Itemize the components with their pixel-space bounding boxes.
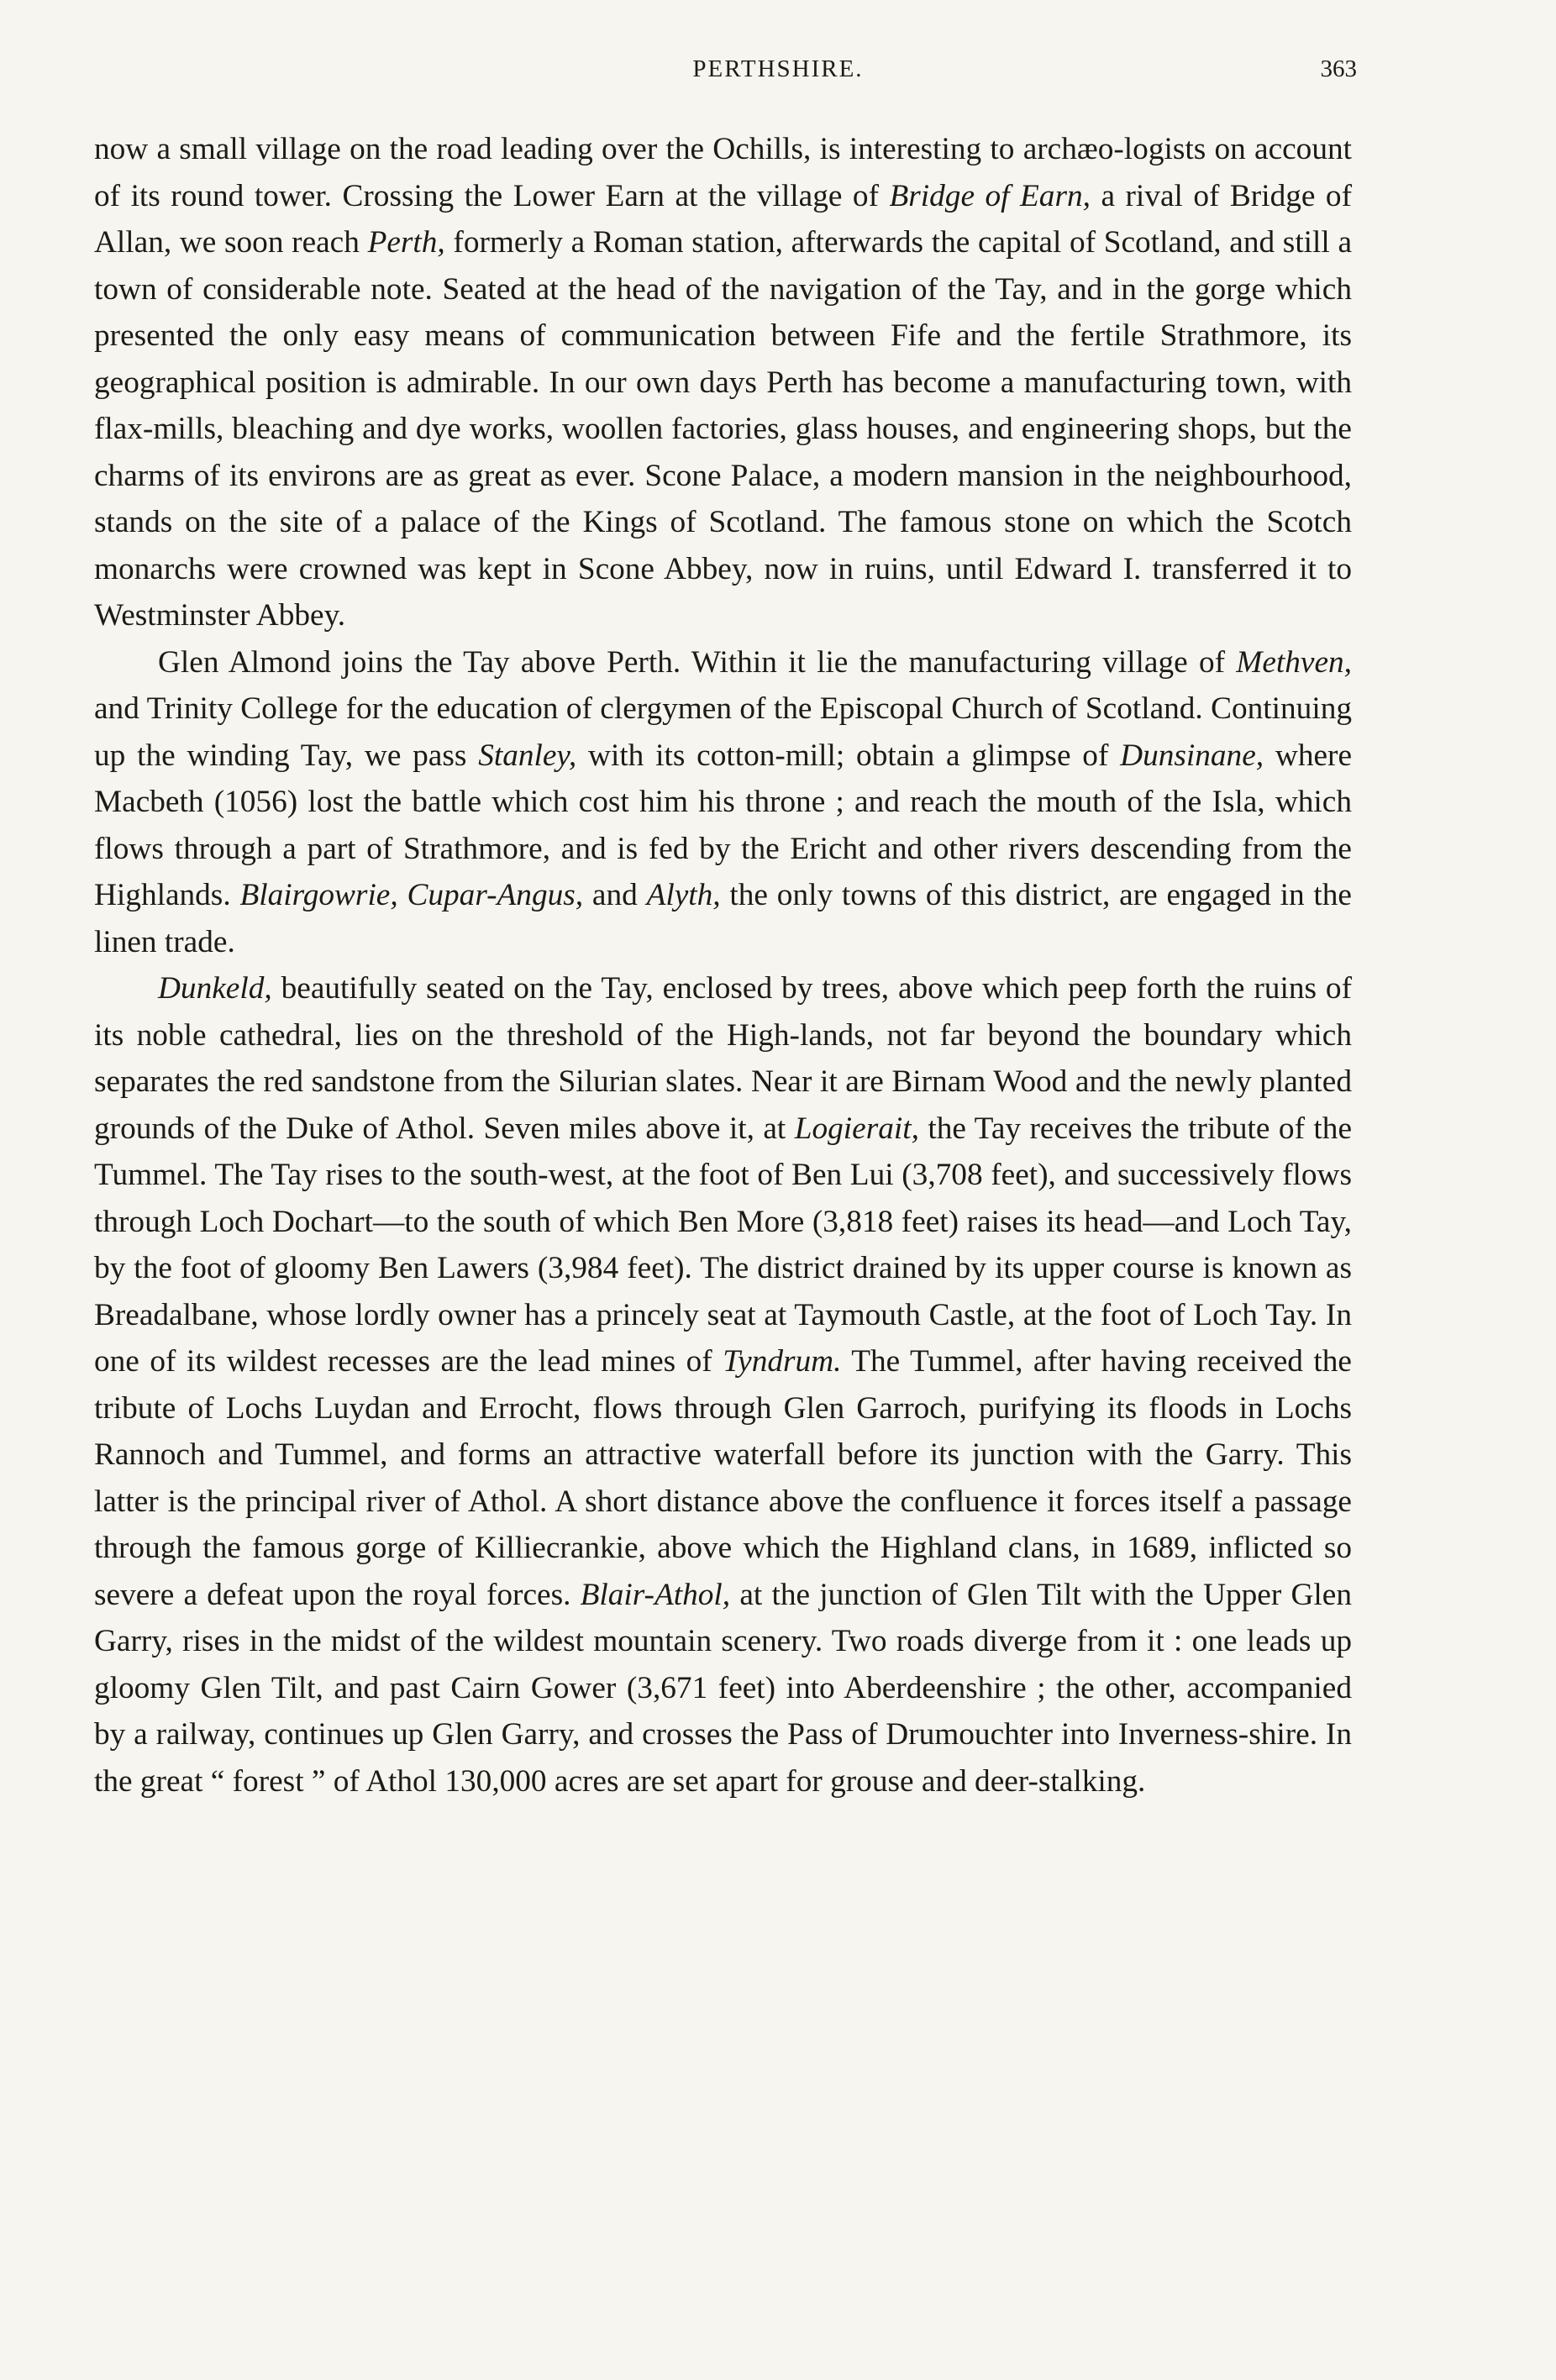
text-run: formerly a Roman station, afterwards the capital of Scotland, and still a town of considerable note. Seated at the head of the navigation of the Tay, and in the gorge which presented the only easy means of communication between Fife and the fertile Strathmore, its geographical position is admirable. In our own days Perth has become a manufacturing town, with flax-mills, bleaching and dye works, woollen factories, glass houses, and engineering shops, but the charms of its environs are as great as ever. Scone Palace, a modern mansion in the neighbourhood, stands on the site of a palace of the Kings of Scotland. The famous stone on which the Scotch monarchs were crowned was kept in Scone Abbey, now in ruins, until Edward I. transferred it to Westminster Abbey. — [94, 225, 1352, 633]
text-run: and — [583, 878, 647, 912]
running-title: PERTHSHIRE. — [692, 55, 864, 82]
italic-place-name: Logierait, — [794, 1111, 919, 1146]
text-run: the only towns of this district, are engaged in the linen trade. — [94, 878, 1352, 959]
text-run: at the junction of Glen Tilt with the Upper Glen Garry, rises in the midst of the wildest mountain scenery. Two roads diverge from it : one leads up gloomy Glen Tilt, and past Cairn Gower (3,671 feet) into Aberdeenshire ; the other, accompanied by a railway, continues up Glen Garry, and crosses the Pass of Drumouchter into Inverness-shire. In the great “ forest ” of Athol 130,000 acres are set apart for grouse and deer-stalking. — [94, 1577, 1352, 1799]
body-text — [94, 126, 1352, 1805]
text-run: the Tay receives the tribute of the Tummel. The Tay rises to the south-west, at the foot of Ben Lui (3,708 feet), and successively flows through Loch Dochart—to the south of which Ben More (3,818 feet) raises its head—and Loch Tay, by the foot of gloomy Ben Lawers (3,984 feet). The district drained by its upper course is known as Breadalbane, whose lordly owner has a princely seat at Taymouth Castle, at the foot of Loch Tay. In one of its wildest recesses are the lead mines of — [94, 1111, 1352, 1379]
italic-place-name: Perth, — [367, 225, 445, 260]
text-run: beautifully seated on the Tay, enclosed by trees, above which peep forth the ruins of its noble cathedral, lies on the threshold of the High-lands, not far beyond the boundary which separates the red sandstone from the Silurian slates. Near it are Birnam Wood and the newly planted grounds of the Duke of Athol. Seven miles above it, at — [94, 971, 1352, 1146]
paragraph-2 — [94, 639, 1352, 966]
text-run: with its cotton-mill; obtain a glimpse of — [576, 738, 1121, 773]
italic-place-name: Blair-Athol, — [580, 1577, 731, 1612]
italic-place-name: Methven, — [1236, 644, 1352, 680]
italic-place-name: Tyndrum. — [723, 1344, 842, 1379]
text-run: Glen Almond joins the Tay above Perth. Within it lie the manufacturing village of — [158, 644, 1237, 680]
italic-place-name: Alyth, — [646, 878, 721, 912]
italic-place-name: Bridge of Earn, — [889, 178, 1091, 213]
text-run: The Tummel, after having received the tribute of Lochs Luydan and Errocht, flows through Glen Garroch, purifying its floods in Lochs Rannoch and Tummel, and forms an attractive waterfall before its junction with the Garry. This latter is the principal river of Athol. A short distance above the confluence it forces itself a passage through the famous gorge of Killiecrankie, above which the Highland clans, in 1689, inflicted so severe a defeat upon the royal forces. — [94, 1344, 1352, 1612]
page-number: 363 — [1320, 55, 1357, 82]
paragraph-3 — [94, 965, 1352, 1805]
running-head — [0, 52, 1556, 86]
italic-place-name: Dunsinane, — [1120, 738, 1264, 773]
text-run: a rival of Bridge of Allan, we soon reach — [94, 178, 1353, 260]
text-run: where Macbeth (1056) lost the battle which cost him his throne ; and reach the mouth of the Isla, which flows through a part of Strathmore, and is fed by the Ericht and other rivers descending from the Highlands. — [94, 738, 1352, 912]
italic-place-name: Blairgowrie, Cupar-Angus, — [239, 878, 584, 912]
text-run: and Trinity College for the education of clergymen of the Episcopal Church of Scotland. Continuing up the winding Tay, we pass — [94, 691, 1352, 773]
italic-place-name: Stanley, — [478, 738, 577, 773]
paragraph-1 — [94, 126, 1352, 639]
italic-place-name: Dunkeld, — [158, 971, 272, 1006]
text-run: now a small village on the road leading over the Ochills, is interesting to archæo-logists on account of its round tower. Crossing the Lower Earn at the village of — [94, 132, 1352, 213]
